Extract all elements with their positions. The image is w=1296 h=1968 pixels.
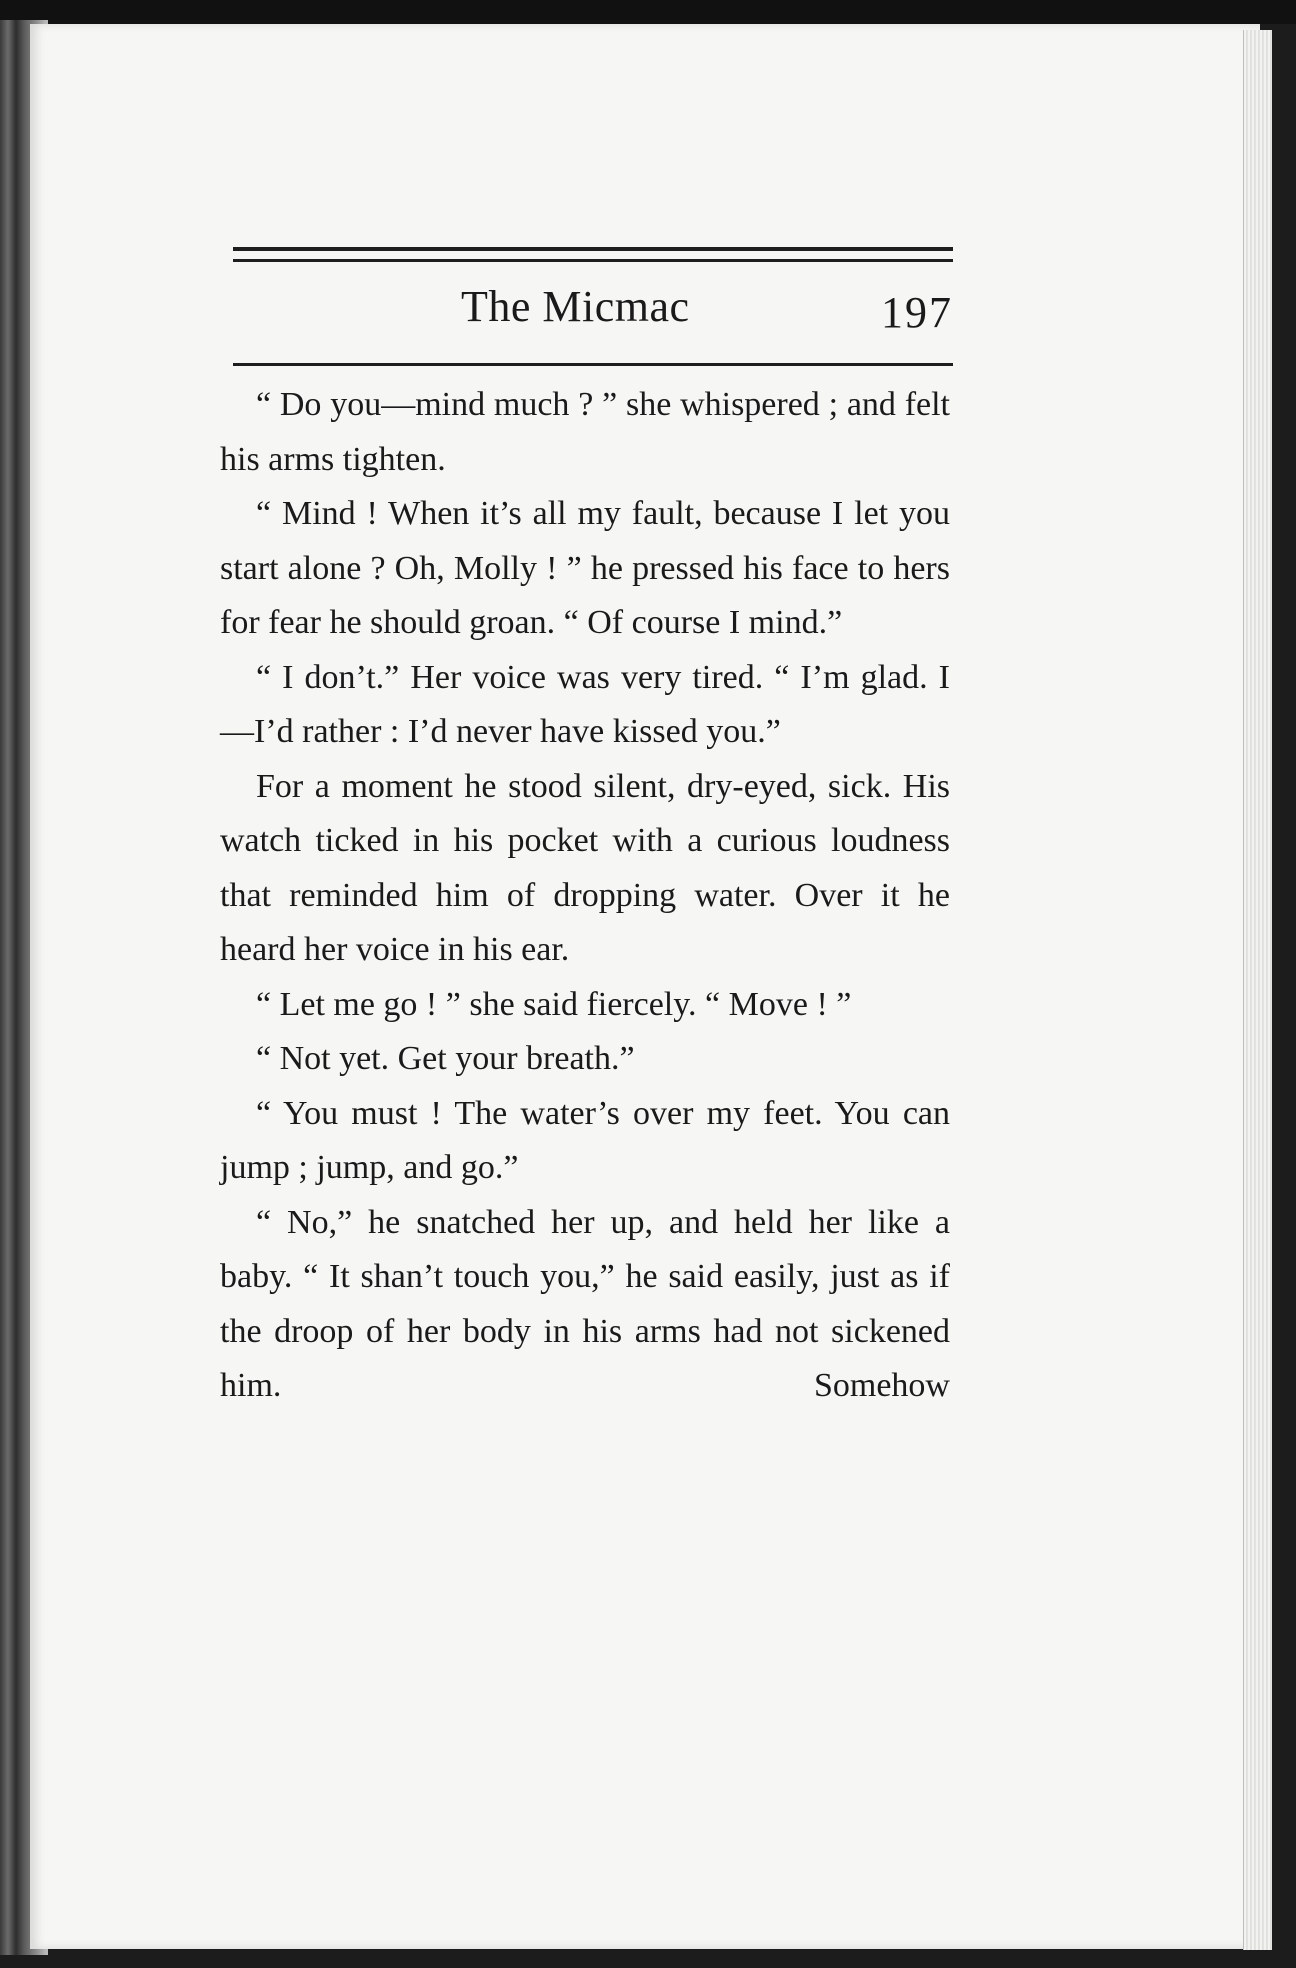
body-text [220, 378, 950, 1414]
header-rule-top [233, 247, 953, 251]
paragraph: “ You must ! The water’s over my feet. You can jump ; jump, and go.” [220, 1094, 950, 1186]
header-rule-bottom [233, 363, 953, 366]
paragraph: “ No,” he snatched her up, and held her like a baby. “ It shan’t touch you,” he said easily, just as if the droop of her body in his arms had not sickened him. Somehow [220, 1203, 950, 1404]
paragraph: “ Mind ! When it’s all my fault, because I let you start alone ? Oh, Molly ! ” he pressed his face to hers for fear he should groan. “ Of course I mind.” [220, 495, 950, 641]
scan-top-shadow [0, 0, 1296, 24]
page-number: 197 [881, 288, 953, 337]
paragraph: “ I don’t.” Her voice was very tired. “ I’m glad. I—I’d rather : I’d never have kissed you.” [220, 658, 950, 750]
paragraph: “ Do you—mind much ? ” she whispered ; and felt his arms tighten. [220, 386, 950, 478]
paragraph: “ Let me go ! ” she said fiercely. “ Move ! ” [256, 985, 852, 1023]
page-edges [1243, 30, 1272, 1950]
paragraph: For a moment he stood silent, dry-eyed, sick. His watch ticked in his pocket with a curious loudness that reminded him of dropping water. Over it he heard her voice in his ear. [220, 767, 950, 968]
running-head [233, 277, 953, 347]
header-rule-second [233, 259, 953, 262]
paragraph: “ Not yet. Get your breath.” [256, 1040, 635, 1077]
running-title: The Micmac [461, 282, 690, 331]
